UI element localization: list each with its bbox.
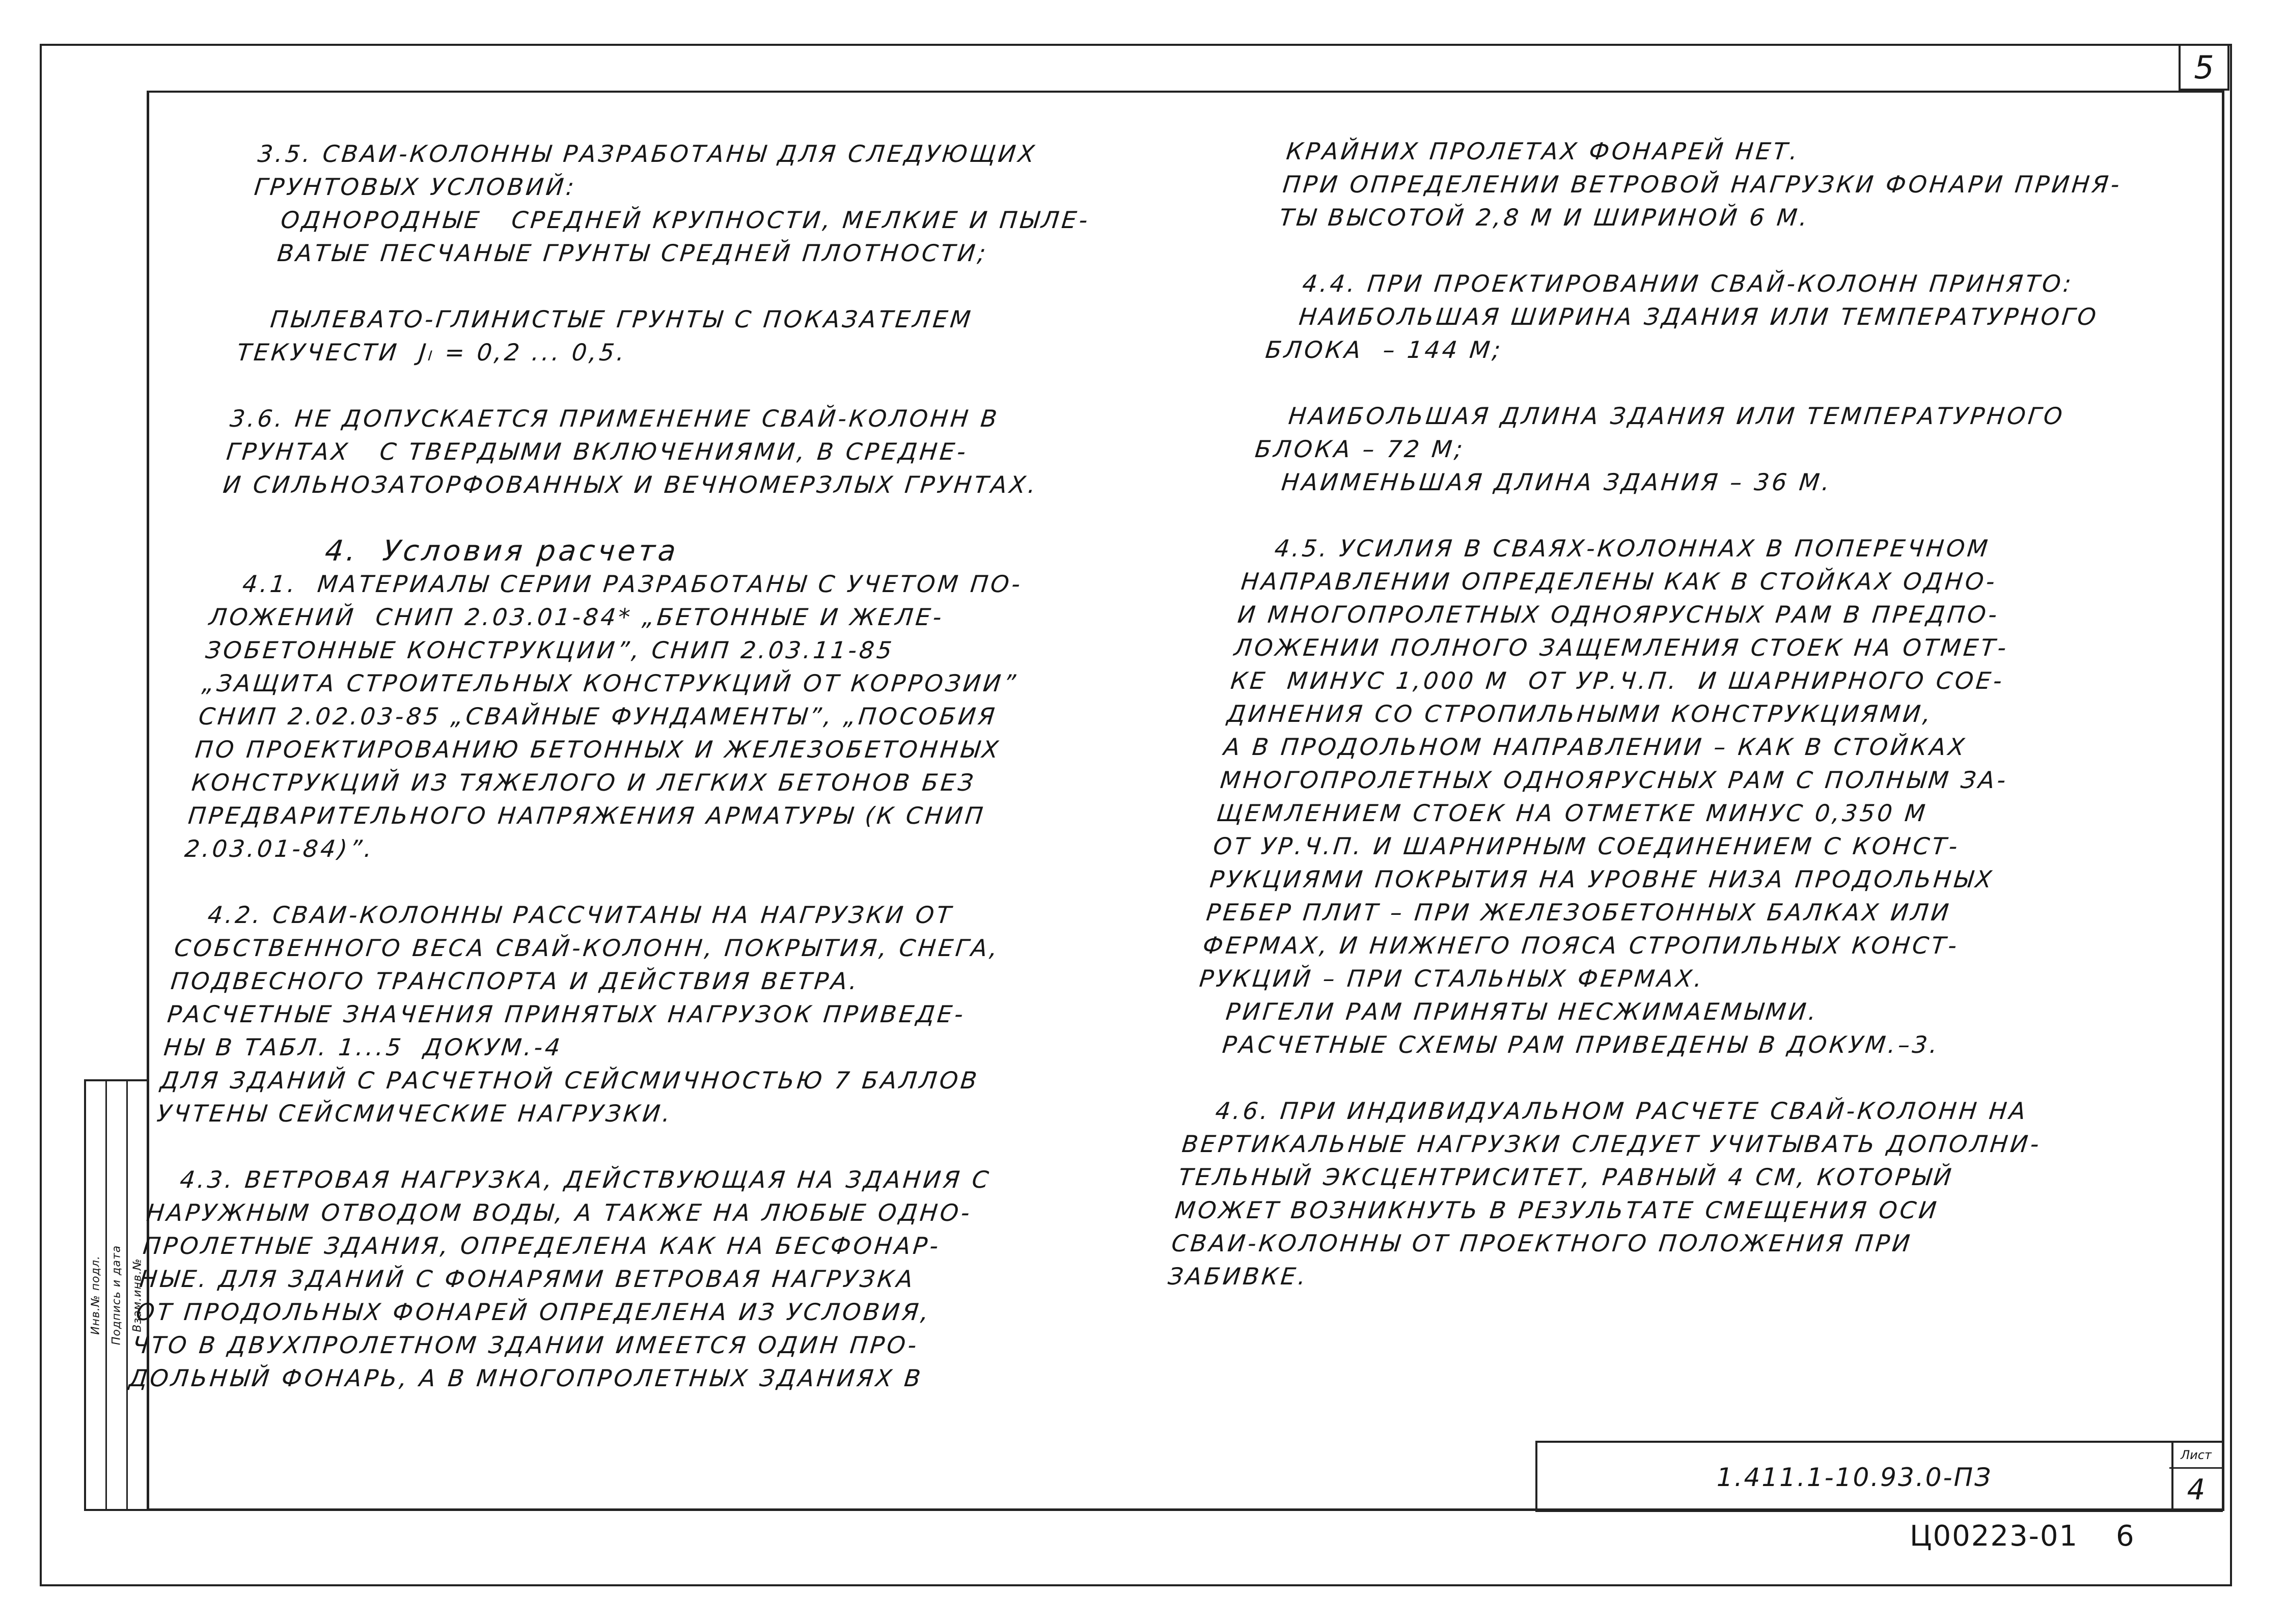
text-line: КЕ МИНУС 1,000 М ОТ УР.Ч.П. И ШАРНИРНОГО СОЕ- [1229, 667, 2006, 694]
text-line: ЛОЖЕНИИ ПОЛНОГО ЗАЩЕМЛЕНИЯ СТОЕК НА ОТМЕТ- [1232, 634, 2010, 661]
text-line: ПЫЛЕВАТО-ГЛИНИСТЫЕ ГРУНТЫ С ПОКАЗАТЕЛЕМ [239, 305, 975, 333]
text-line: МНОГОПРОЛЕТНЫХ ОДНОЯРУСНЫХ РАМ С ПОЛНЫМ ЗА- [1219, 766, 2010, 794]
text-line: РЕБЕР ПЛИТ – ПРИ ЖЕЛЕЗОБЕТОННЫХ БАЛКАХ ИЛИ [1205, 899, 1953, 926]
text-line: РАСЧЕТНЫЕ ЗНАЧЕНИЯ ПРИНЯТЫХ НАГРУЗОК ПРИВЕДЕ- [166, 1000, 967, 1028]
sheet-caption: Лист [2169, 1443, 2223, 1469]
text-line: 4. Условия расчета [214, 535, 681, 568]
text-line: ОТ ПРОДОЛЬНЫХ ФОНАРЕЙ ОПРЕДЕЛЕНА ИЗ УСЛОВИЯ, [134, 1298, 932, 1326]
text-line: БЛОКА – 72 М; [1253, 435, 1467, 463]
title-block [1535, 1441, 2223, 1512]
text-line: 4.2. СВАИ-КОЛОННЫ РАССЧИТАНЫ НА НАГРУЗКИ ОТ [176, 901, 955, 929]
text-line: 4.1. МАТЕРИАЛЫ СЕРИИ РАЗРАБОТАНЫ С УЧЕТОМ ПО- [211, 570, 1024, 598]
text-line: ЛОЖЕНИЙ СНИП 2.03.01-84* „БЕТОННЫЕ И ЖЕЛЕ- [207, 603, 946, 631]
text-line: 3.6. НЕ ДОПУСКАЕТСЯ ПРИМЕНЕНИЕ СВАЙ-КОЛОНН В [228, 405, 1001, 432]
text-line: ДИНЕНИЯ СО СТРОПИЛЬНЫМИ КОНСТРУКЦИЯМИ, [1226, 700, 1935, 727]
text-line: 4.3. ВЕТРОВАЯ НАГРУЗКА, ДЕЙСТВУЮЩАЯ НА ЗДАНИЯ С [148, 1166, 993, 1193]
text-line: СОБСТВЕННОГО ВЕСА СВАЙ-КОЛОНН, ПОКРЫТИЯ, СНЕГА, [173, 934, 1002, 962]
text-line: ТЕЛЬНЫЙ ЭКСЦЕНТРИСИТЕТ, РАВНЫЙ 4 СМ, КОТОРЫЙ [1177, 1163, 1956, 1191]
text-line: НАИБОЛЬШАЯ ШИРИНА ЗДАНИЯ ИЛИ ТЕМПЕРАТУРНОГО [1268, 303, 2100, 330]
archive-page: 6 [2116, 1520, 2134, 1553]
text-line: 2.03.01-84)”. [183, 835, 376, 862]
text-line: ОТ УР.Ч.П. И ШАРНИРНЫМ СОЕДИНЕНИЕМ С КОНСТ- [1211, 832, 1962, 860]
text-line: НЫЕ. ДЛЯ ЗДАНИЙ С ФОНАРЯМИ ВЕТРОВАЯ НАГРУЗКА [138, 1265, 917, 1293]
text-line: ЗОБЕТОННЫЕ КОНСТРУКЦИИ”, СНИП 2.03.11-85 [204, 636, 896, 664]
text-line: ЧТО В ДВУХПРОЛЕТНОМ ЗДАНИИ ИМЕЕТСЯ ОДИН ПРО- [131, 1331, 921, 1359]
text-line: 3.5. СВАИ-КОЛОННЫ РАЗРАБОТАНЫ ДЛЯ СЛЕДУЮЩИХ [256, 140, 1038, 167]
text-line: НЫ В ТАБЛ. 1...5 ДОКУМ.-4 [162, 1033, 564, 1061]
text-line: И МНОГОПРОЛЕТНЫХ ОДНОЯРУСНЫХ РАМ В ПРЕДПО- [1236, 601, 2001, 628]
text-line [1187, 1061, 2050, 1095]
text-line: 4.6. ПРИ ИНДИВИДУАЛЬНОМ РАСЧЕТЕ СВАЙ-КОЛОНН НА [1184, 1097, 2029, 1125]
text-line: ПРЕДВАРИТЕЛЬНОГО НАПРЯЖЕНИЯ АРМАТУРЫ (К СНИП [186, 802, 987, 829]
left-text-column [127, 137, 1100, 1395]
text-line: СНИП 2.02.03-85 „СВАЙНЫЕ ФУНДАМЕНТЫ”, „ПОСОБИЯ [197, 703, 999, 730]
text-line: УЧТЕНЫ СЕЙСМИЧЕСКИЕ НАГРУЗКИ. [155, 1100, 674, 1127]
text-line [1274, 234, 2137, 267]
text-line: ГРУНТОВЫХ УСЛОВИЙ: [253, 173, 578, 201]
archive-number: Ц00223-01 [1910, 1520, 2079, 1553]
text-line: ПРИ ОПРЕДЕЛЕНИИ ВЕТРОВОЙ НАГРУЗКИ ФОНАРИ ПРИНЯ- [1281, 171, 2124, 198]
side-stamp-col [86, 1081, 107, 1509]
text-line: „ЗАЩИТА СТРОИТЕЛЬНЫХ КОНСТРУКЦИЙ ОТ КОРРОЗИИ” [201, 669, 1020, 697]
document-code: 1.411.1-10.93.0-ПЗ [1537, 1443, 2173, 1512]
side-stamp-label: Подпись и дата [110, 1245, 123, 1346]
text-line [1260, 367, 2123, 400]
text-line [1247, 499, 2109, 532]
text-line: ГРУНТАХ С ТВЕРДЫМИ ВКЛЮЧЕНИЯМИ, В СРЕДНЕ- [225, 438, 970, 465]
text-line: РИГЕЛИ РАМ ПРИНЯТЫ НЕСЖИМАЕМЫМИ. [1194, 998, 1820, 1025]
text-line: НАРУЖНЫМ ОТВОДОМ ВОДЫ, А ТАКЖЕ НА ЛЮБЫЕ ОДНО- [145, 1199, 974, 1226]
text-line: ФЕРМАХ, И НИЖНЕГО ПОЯСА СТРОПИЛЬНЫХ КОНСТ- [1201, 932, 1961, 959]
side-stamp-label: Инв.№ подл. [89, 1255, 102, 1335]
text-line: ДОЛЬНЫЙ ФОНАРЬ, А В МНОГОПРОЛЕТНЫХ ЗДАНИЯХ В [127, 1364, 925, 1392]
text-line: ВАТЫЕ ПЕСЧАНЫЕ ГРУНТЫ СРЕДНЕЙ ПЛОТНОСТИ; [246, 239, 990, 267]
text-line [218, 501, 1062, 535]
text-line: НАИМЕНЬШАЯ ДЛИНА ЗДАНИЯ – 36 М. [1250, 468, 1834, 496]
text-line: МОЖЕТ ВОЗНИКНУТЬ В РЕЗУЛЬТАТЕ СМЕЩЕНИЯ ОСИ [1173, 1196, 1941, 1224]
text-line: НАПРАВЛЕНИИ ОПРЕДЕЛЕНЫ КАК В СТОЙКАХ ОДНО- [1240, 568, 1999, 595]
text-line: НАИБОЛЬШАЯ ДЛИНА ЗДАНИЯ ИЛИ ТЕМПЕРАТУРНОГО [1257, 402, 2067, 430]
text-line: 4.4. ПРИ ПРОЕКТИРОВАНИИ СВАЙ-КОЛОНН ПРИНЯТО: [1271, 270, 2075, 297]
text-line: СВАИ-КОЛОННЫ ОТ ПРОЕКТНОГО ПОЛОЖЕНИЯ ПРИ [1170, 1229, 1914, 1257]
text-line: ТЕКУЧЕСТИ Jₗ = 0,2 ... 0,5. [235, 339, 628, 366]
text-line: ПОДВЕСНОГО ТРАНСПОРТА И ДЕЙСТВИЯ ВЕТРА. [169, 967, 861, 995]
text-line: ЗАБИВКЕ. [1167, 1263, 1310, 1290]
text-line: И СИЛЬНОЗАТОРФОВАННЫХ И ВЕЧНОМЕРЗЛЫХ ГРУНТАХ. [222, 471, 1040, 498]
side-stamp-label: Взам.инв.№ [131, 1258, 144, 1332]
text-line [180, 865, 1024, 899]
text-line: ВЕРТИКАЛЬНЫЕ НАГРУЗКИ СЛЕДУЕТ УЧИТЫВАТЬ ДОПОЛНИ- [1180, 1130, 2043, 1158]
text-line: РАСЧЕТНЫЕ СХЕМЫ РАМ ПРИВЕДЕНЫ В ДОКУМ.–3. [1191, 1031, 1941, 1058]
text-line: ДЛЯ ЗДАНИЙ С РАСЧЕТНОЙ СЕЙСМИЧНОСТЬЮ 7 БАЛЛОВ [159, 1067, 981, 1094]
text-line: ОДНОРОДНЫЕ СРЕДНЕЙ КРУПНОСТИ, МЕЛКИЕ И ПЫЛЕ- [249, 206, 1092, 234]
text-line: ЩЕМЛЕНИЕМ СТОЕК НА ОТМЕТКЕ МИНУС 0,350 М [1215, 799, 1929, 827]
text-line: ПО ПРОЕКТИРОВАНИЮ БЕТОННЫХ И ЖЕЛЕЗОБЕТОННЫХ [194, 736, 1002, 763]
text-line: А В ПРОДОЛЬНОМ НАПРАВЛЕНИИ – КАК В СТОЙКАХ [1222, 733, 1969, 761]
page-number: 5 [2179, 44, 2229, 91]
text-line: КРАЙНИХ ПРОЛЕТАХ ФОНАРЕЙ НЕТ. [1285, 137, 1802, 165]
text-line: РУКЦИЙ – ПРИ СТАЛЬНЫХ ФЕРМАХ. [1198, 965, 1706, 992]
sheet-number: 4 [2187, 1473, 2206, 1506]
text-line: ТЫ ВЫСОТОЙ 2,8 М И ШИРИНОЙ 6 М. [1278, 204, 1811, 231]
text-line: БЛОКА – 144 М; [1264, 336, 1505, 363]
text-line: КОНСТРУКЦИЙ ИЗ ТЯЖЕЛОГО И ЛЕГКИХ БЕТОНОВ БЕЗ [190, 769, 977, 796]
right-text-column [1166, 135, 2147, 1293]
text-line [232, 369, 1076, 402]
text-line: РУКЦИЯМИ ПОКРЫТИЯ НА УРОВНЕ НИЗА ПРОДОЛЬНЫХ [1208, 865, 1996, 893]
side-stamp-col [107, 1081, 128, 1509]
text-line [152, 1130, 996, 1163]
text-line [242, 270, 1087, 303]
text-line: ПРОЛЕТНЫЕ ЗДАНИЯ, ОПРЕДЕЛЕНА КАК НА БЕСФОНАР- [142, 1232, 943, 1259]
text-line: 4.5. УСИЛИЯ В СВАЯХ-КОЛОННАХ В ПОПЕРЕЧНОМ [1243, 535, 1992, 562]
